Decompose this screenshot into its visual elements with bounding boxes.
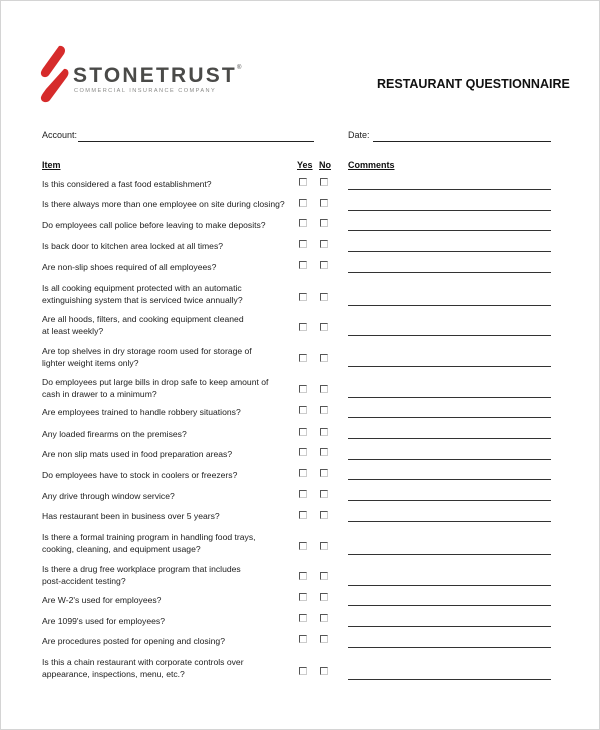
no-checkbox[interactable] [320,469,328,477]
comment-field[interactable] [348,647,551,648]
comment-field[interactable] [348,679,551,680]
question-text [42,563,287,587]
question-text [42,635,287,647]
yes-checkbox[interactable] [299,614,307,622]
question-line: Is this considered a fast food establishment? [42,179,212,189]
question-line: Are top shelves in dry storage room used for storage of [42,346,252,356]
yes-checkbox[interactable] [299,572,307,580]
question-text [42,510,287,522]
question-text [42,282,287,306]
yes-checkbox[interactable] [299,219,307,227]
yes-checkbox[interactable] [299,199,307,207]
no-checkbox[interactable] [320,219,328,227]
question-line: Is all cooking equipment protected with an automatic [42,283,242,293]
question-line: Is back door to kitchen area locked at all times? [42,241,224,251]
comment-field[interactable] [348,521,551,522]
comment-field[interactable] [348,605,551,606]
yes-checkbox[interactable] [299,406,307,414]
yes-checkbox[interactable] [299,593,307,601]
question-line: Are non slip mats used in food preparation areas? [42,449,233,459]
question-text [42,198,287,210]
yes-checkbox[interactable] [299,667,307,675]
column-header-yes: Yes [297,160,313,170]
date-label: Date: [348,130,370,140]
question-text [42,313,287,337]
question-line: Are employees trained to handle robbery situations? [42,407,241,417]
question-line: post-accident testing? [42,576,126,586]
yes-checkbox[interactable] [299,323,307,331]
comment-field[interactable] [348,230,551,231]
logo-wordmark: STONETRUST® [73,64,242,87]
comment-field[interactable] [348,272,551,273]
question-line: Do employees put large bills in drop safe to keep amount of [42,377,269,387]
comment-field[interactable] [348,626,551,627]
question-line: cooking, cleaning, and equipment usage? [42,544,201,554]
no-checkbox[interactable] [320,354,328,362]
no-checkbox[interactable] [320,406,328,414]
no-checkbox[interactable] [320,448,328,456]
no-checkbox[interactable] [320,261,328,269]
yes-checkbox[interactable] [299,261,307,269]
yes-checkbox[interactable] [299,354,307,362]
yes-checkbox[interactable] [299,511,307,519]
comment-field[interactable] [348,366,551,367]
column-header-no: No [319,160,331,170]
question-line: Any drive through window service? [42,491,175,501]
question-text [42,178,287,190]
question-text [42,219,287,231]
no-checkbox[interactable] [320,240,328,248]
no-checkbox[interactable] [320,542,328,550]
question-text [42,345,287,369]
yes-checkbox[interactable] [299,428,307,436]
no-checkbox[interactable] [320,199,328,207]
comment-field[interactable] [348,397,551,398]
no-checkbox[interactable] [320,614,328,622]
no-checkbox[interactable] [320,490,328,498]
column-header-item: Item [42,160,61,170]
question-text [42,406,287,418]
comment-field[interactable] [348,585,551,586]
question-text [42,261,287,273]
question-text [42,448,287,460]
yes-checkbox[interactable] [299,385,307,393]
yes-checkbox[interactable] [299,469,307,477]
comment-field[interactable] [348,417,551,418]
question-text [42,615,287,627]
question-line: Has restaurant been in business over 5 years? [42,511,220,521]
yes-checkbox[interactable] [299,448,307,456]
question-line: Is there a formal training program in handling food trays, [42,532,256,542]
no-checkbox[interactable] [320,428,328,436]
question-line: Is this a chain restaurant with corporate controls over [42,657,244,667]
logo-tagline: COMMERCIAL INSURANCE COMPANY [74,88,217,94]
question-line: Is there a drug free workplace program that includes [42,564,241,574]
question-line: Any loaded firearms on the premises? [42,429,187,439]
no-checkbox[interactable] [320,593,328,601]
question-line: extinguishing system that is serviced twice annually? [42,295,243,305]
comment-field[interactable] [348,251,551,252]
comment-field[interactable] [348,305,551,306]
comment-field[interactable] [348,438,551,439]
no-checkbox[interactable] [320,511,328,519]
comment-field[interactable] [348,554,551,555]
question-line: Are procedures posted for opening and closing? [42,636,225,646]
stonetrust-logo-icon [37,45,69,103]
question-text [42,656,287,680]
yes-checkbox[interactable] [299,178,307,186]
date-field[interactable] [373,141,551,142]
no-checkbox[interactable] [320,178,328,186]
comment-field[interactable] [348,500,551,501]
question-line: cash in drawer to a minimum? [42,389,157,399]
no-checkbox[interactable] [320,323,328,331]
question-text [42,428,287,440]
question-line: Are 1099's used for employees? [42,616,165,626]
document-title: RESTAURANT QUESTIONNAIRE [377,77,570,91]
question-line: lighter weight items only? [42,358,139,368]
question-line: Is there always more than one employee on site during closing? [42,199,285,209]
no-checkbox[interactable] [320,572,328,580]
no-checkbox[interactable] [320,293,328,301]
question-line: Are non-slip shoes required of all employees? [42,262,217,272]
question-text [42,240,287,252]
question-text [42,490,287,502]
no-checkbox[interactable] [320,385,328,393]
yes-checkbox[interactable] [299,490,307,498]
question-line: at least weekly? [42,326,104,336]
comment-field[interactable] [348,459,551,460]
yes-checkbox[interactable] [299,635,307,643]
question-line: Are all hoods, filters, and cooking equipment cleaned [42,314,244,324]
yes-checkbox[interactable] [299,293,307,301]
question-text [42,376,287,400]
no-checkbox[interactable] [320,635,328,643]
comment-field[interactable] [348,479,551,480]
account-field[interactable] [78,141,314,142]
comment-field[interactable] [348,210,551,211]
column-header-comments: Comments [348,160,395,170]
yes-checkbox[interactable] [299,240,307,248]
question-text [42,469,287,481]
account-label: Account: [42,130,78,140]
comment-field[interactable] [348,189,551,190]
question-line: appearance, inspections, menu, etc.? [42,669,185,679]
no-checkbox[interactable] [320,667,328,675]
question-line: Do employees call police before leaving to make deposits? [42,220,266,230]
question-text [42,594,287,606]
comment-field[interactable] [348,335,551,336]
question-text [42,531,287,555]
question-line: Do employees have to stock in coolers or freezers? [42,470,238,480]
yes-checkbox[interactable] [299,542,307,550]
question-line: Are W-2's used for employees? [42,595,162,605]
